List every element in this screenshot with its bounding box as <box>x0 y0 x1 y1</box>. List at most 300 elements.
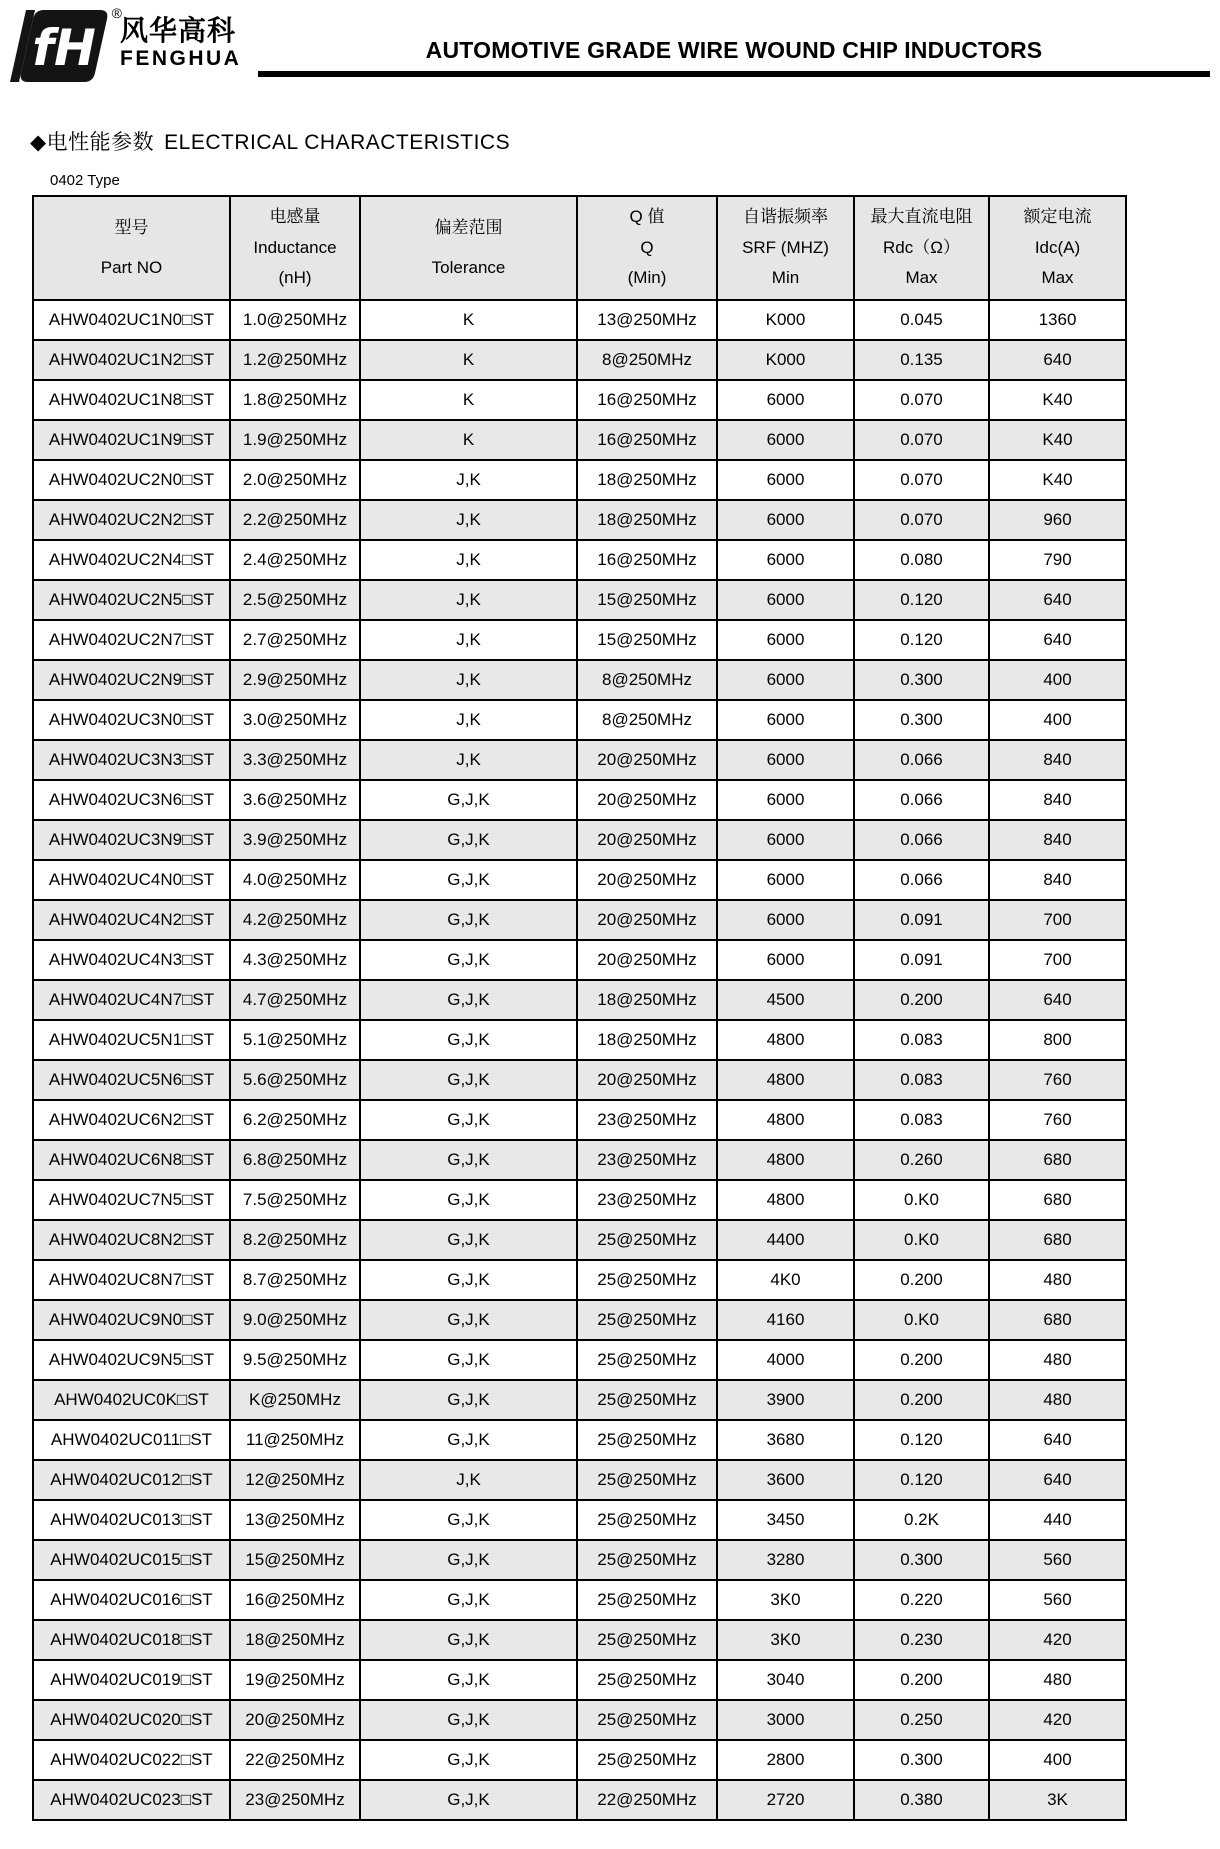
q-min-cell: 13@250MHz <box>577 300 717 340</box>
idc-cell: 700 <box>989 940 1126 980</box>
part-no-cell: AHW0402UC7N5□ST <box>33 1180 230 1220</box>
table-row <box>33 1300 1126 1340</box>
tolerance-cell: G,J,K <box>360 980 577 1020</box>
q-min-cell: 20@250MHz <box>577 820 717 860</box>
q-min-cell: 25@250MHz <box>577 1340 717 1380</box>
part-no-cell: AHW0402UC4N2□ST <box>33 900 230 940</box>
idc-cell: 440 <box>989 1500 1126 1540</box>
idc-cell: 840 <box>989 860 1126 900</box>
tolerance-cell: G,J,K <box>360 1220 577 1260</box>
inductance-cell: 16@250MHz <box>230 1580 360 1620</box>
q-min-cell: 16@250MHz <box>577 420 717 460</box>
tolerance-cell: G,J,K <box>360 1340 577 1380</box>
table-row <box>33 420 1126 460</box>
srf-cell: 6000 <box>717 900 854 940</box>
srf-cell: 6000 <box>717 500 854 540</box>
tolerance-cell: K <box>360 420 577 460</box>
column-header-idc: 额定电流 Idc(A) Max <box>989 196 1126 300</box>
srf-cell: 4500 <box>717 980 854 1020</box>
part-no-cell: AHW0402UC4N3□ST <box>33 940 230 980</box>
idc-cell: 700 <box>989 900 1126 940</box>
table-row <box>33 1780 1126 1820</box>
rdc-cell: 0.066 <box>854 820 989 860</box>
rdc-cell: 0.120 <box>854 1420 989 1460</box>
part-no-cell: AHW0402UC019□ST <box>33 1660 230 1700</box>
inductance-cell: 2.9@250MHz <box>230 660 360 700</box>
q-min-cell: 8@250MHz <box>577 660 717 700</box>
part-no-cell: AHW0402UC012□ST <box>33 1460 230 1500</box>
rdc-cell: 0.066 <box>854 740 989 780</box>
document-title-bar <box>258 8 1210 77</box>
part-no-cell: AHW0402UC018□ST <box>33 1620 230 1660</box>
package-type-label: 0402 Type <box>50 172 120 189</box>
table-row <box>33 1460 1126 1500</box>
srf-cell: 6000 <box>717 460 854 500</box>
tolerance-cell: G,J,K <box>360 1020 577 1060</box>
column-header-inductance: 电感量 Inductance (nH) <box>230 196 360 300</box>
inductance-cell: 19@250MHz <box>230 1660 360 1700</box>
table-row <box>33 340 1126 380</box>
column-header-rdc: 最大直流电阻 Rdc（Ω） Max <box>854 196 989 300</box>
q-min-cell: 20@250MHz <box>577 940 717 980</box>
idc-cell: 640 <box>989 620 1126 660</box>
rdc-cell: 0.200 <box>854 1660 989 1700</box>
inductance-cell: 5.6@250MHz <box>230 1060 360 1100</box>
column-header-part-no: 型号 Part NO <box>33 196 230 300</box>
table-row <box>33 1020 1126 1060</box>
tolerance-cell: G,J,K <box>360 1380 577 1420</box>
srf-cell: 3600 <box>717 1460 854 1500</box>
srf-cell: 3450 <box>717 1500 854 1540</box>
srf-cell: 6000 <box>717 380 854 420</box>
table-row <box>33 940 1126 980</box>
inductance-cell: 9.0@250MHz <box>230 1300 360 1340</box>
part-no-cell: AHW0402UC022□ST <box>33 1740 230 1780</box>
inductance-cell: 13@250MHz <box>230 1500 360 1540</box>
inductance-cell: 2.5@250MHz <box>230 580 360 620</box>
q-min-cell: 20@250MHz <box>577 1060 717 1100</box>
table-row <box>33 620 1126 660</box>
part-no-cell: AHW0402UC3N0□ST <box>33 700 230 740</box>
q-min-cell: 25@250MHz <box>577 1220 717 1260</box>
rdc-cell: 0.300 <box>854 1540 989 1580</box>
table-row <box>33 540 1126 580</box>
table-row <box>33 1540 1126 1580</box>
inductance-cell: 18@250MHz <box>230 1620 360 1660</box>
idc-cell: 640 <box>989 1420 1126 1460</box>
q-min-cell: 16@250MHz <box>577 540 717 580</box>
logo-monogram: fH <box>32 19 96 77</box>
rdc-cell: 0.300 <box>854 1740 989 1780</box>
inductance-cell: 2.0@250MHz <box>230 460 360 500</box>
part-no-cell: AHW0402UC1N9□ST <box>33 420 230 460</box>
q-min-cell: 25@250MHz <box>577 1300 717 1340</box>
q-min-cell: 25@250MHz <box>577 1420 717 1460</box>
srf-cell: K000 <box>717 340 854 380</box>
srf-cell: 4K0 <box>717 1260 854 1300</box>
table-row <box>33 1580 1126 1620</box>
srf-cell: 4800 <box>717 1100 854 1140</box>
q-min-cell: 16@250MHz <box>577 380 717 420</box>
table-row <box>33 500 1126 540</box>
part-no-cell: AHW0402UC1N8□ST <box>33 380 230 420</box>
idc-cell: 760 <box>989 1060 1126 1100</box>
part-no-cell: AHW0402UC015□ST <box>33 1540 230 1580</box>
inductance-cell: 1.8@250MHz <box>230 380 360 420</box>
idc-cell: 800 <box>989 1020 1126 1060</box>
q-min-cell: 25@250MHz <box>577 1740 717 1780</box>
idc-cell: 560 <box>989 1580 1126 1620</box>
idc-cell: 480 <box>989 1340 1126 1380</box>
rdc-cell: 0.250 <box>854 1700 989 1740</box>
tolerance-cell: K <box>360 300 577 340</box>
idc-cell: 400 <box>989 1740 1126 1780</box>
table-row <box>33 380 1126 420</box>
inductance-cell: 6.8@250MHz <box>230 1140 360 1180</box>
tolerance-cell: J,K <box>360 460 577 500</box>
rdc-cell: 0.2K <box>854 1500 989 1540</box>
srf-cell: 3K0 <box>717 1580 854 1620</box>
part-no-cell: AHW0402UC011□ST <box>33 1420 230 1460</box>
rdc-cell: 0.120 <box>854 580 989 620</box>
inductance-cell: 23@250MHz <box>230 1780 360 1820</box>
q-min-cell: 18@250MHz <box>577 1020 717 1060</box>
tolerance-cell: J,K <box>360 620 577 660</box>
inductance-cell: 2.4@250MHz <box>230 540 360 580</box>
part-no-cell: AHW0402UC6N2□ST <box>33 1100 230 1140</box>
rdc-cell: 0.120 <box>854 1460 989 1500</box>
part-no-cell: AHW0402UC2N0□ST <box>33 460 230 500</box>
idc-cell: K40 <box>989 460 1126 500</box>
rdc-cell: 0.K0 <box>854 1300 989 1340</box>
srf-cell: 3280 <box>717 1540 854 1580</box>
table-row <box>33 1700 1126 1740</box>
idc-cell: 3K <box>989 1780 1126 1820</box>
q-min-cell: 25@250MHz <box>577 1620 717 1660</box>
inductance-cell: 3.0@250MHz <box>230 700 360 740</box>
srf-cell: 6000 <box>717 580 854 620</box>
table-body <box>33 300 1126 1820</box>
srf-cell: 6000 <box>717 740 854 780</box>
rdc-cell: 0.200 <box>854 980 989 1020</box>
inductance-cell: 4.0@250MHz <box>230 860 360 900</box>
idc-cell: 400 <box>989 700 1126 740</box>
rdc-cell: 0.070 <box>854 380 989 420</box>
inductance-cell: 5.1@250MHz <box>230 1020 360 1060</box>
table-row <box>33 1740 1126 1780</box>
inductance-cell: 2.7@250MHz <box>230 620 360 660</box>
rdc-cell: 0.045 <box>854 300 989 340</box>
tolerance-cell: G,J,K <box>360 1060 577 1100</box>
table-header <box>33 196 1126 300</box>
inductance-cell: 2.2@250MHz <box>230 500 360 540</box>
part-no-cell: AHW0402UC3N9□ST <box>33 820 230 860</box>
fenghua-logo <box>10 6 258 82</box>
rdc-cell: 0.091 <box>854 940 989 980</box>
brand-name-english: FENGHUA <box>120 47 242 71</box>
idc-cell: K40 <box>989 380 1126 420</box>
page-header <box>10 6 1210 82</box>
column-header-q-min: Q 值 Q (Min) <box>577 196 717 300</box>
part-no-cell: AHW0402UC4N0□ST <box>33 860 230 900</box>
table-header-row <box>33 196 1126 300</box>
rdc-cell: 0.080 <box>854 540 989 580</box>
tolerance-cell: G,J,K <box>360 1780 577 1820</box>
table-row <box>33 1140 1126 1180</box>
idc-cell: 680 <box>989 1300 1126 1340</box>
tolerance-cell: G,J,K <box>360 1300 577 1340</box>
table-row <box>33 900 1126 940</box>
q-min-cell: 25@250MHz <box>577 1660 717 1700</box>
srf-cell: 6000 <box>717 780 854 820</box>
idc-cell: 480 <box>989 1380 1126 1420</box>
q-min-cell: 8@250MHz <box>577 340 717 380</box>
part-no-cell: AHW0402UC8N2□ST <box>33 1220 230 1260</box>
srf-cell: 4160 <box>717 1300 854 1340</box>
idc-cell: 680 <box>989 1220 1126 1260</box>
idc-cell: 840 <box>989 820 1126 860</box>
section-heading-chinese: ◆电性能参数 <box>30 131 155 154</box>
part-no-cell: AHW0402UC020□ST <box>33 1700 230 1740</box>
rdc-cell: 0.066 <box>854 860 989 900</box>
tolerance-cell: G,J,K <box>360 1740 577 1780</box>
q-min-cell: 25@250MHz <box>577 1380 717 1420</box>
rdc-cell: 0.070 <box>854 460 989 500</box>
srf-cell: 6000 <box>717 820 854 860</box>
idc-cell: 960 <box>989 500 1126 540</box>
q-min-cell: 25@250MHz <box>577 1500 717 1540</box>
idc-cell: 640 <box>989 1460 1126 1500</box>
idc-cell: 640 <box>989 340 1126 380</box>
rdc-cell: 0.135 <box>854 340 989 380</box>
rdc-cell: 0.380 <box>854 1780 989 1820</box>
srf-cell: 3680 <box>717 1420 854 1460</box>
table-row <box>33 1500 1126 1540</box>
rdc-cell: 0.200 <box>854 1340 989 1380</box>
part-no-cell: AHW0402UC1N2□ST <box>33 340 230 380</box>
srf-cell: 6000 <box>717 540 854 580</box>
rdc-cell: 0.230 <box>854 1620 989 1660</box>
srf-cell: 6000 <box>717 700 854 740</box>
inductance-cell: 9.5@250MHz <box>230 1340 360 1380</box>
srf-cell: 6000 <box>717 420 854 460</box>
part-no-cell: AHW0402UC0K□ST <box>33 1380 230 1420</box>
part-no-cell: AHW0402UC4N7□ST <box>33 980 230 1020</box>
table-row <box>33 980 1126 1020</box>
rdc-cell: 0.K0 <box>854 1220 989 1260</box>
inductance-cell: 12@250MHz <box>230 1460 360 1500</box>
part-no-cell: AHW0402UC016□ST <box>33 1580 230 1620</box>
q-min-cell: 18@250MHz <box>577 500 717 540</box>
inductance-cell: 15@250MHz <box>230 1540 360 1580</box>
idc-cell: 560 <box>989 1540 1126 1580</box>
tolerance-cell: J,K <box>360 660 577 700</box>
tolerance-cell: K <box>360 340 577 380</box>
q-min-cell: 25@250MHz <box>577 1460 717 1500</box>
rdc-cell: 0.200 <box>854 1380 989 1420</box>
inductance-cell: 22@250MHz <box>230 1740 360 1780</box>
tolerance-cell: G,J,K <box>360 1500 577 1540</box>
q-min-cell: 25@250MHz <box>577 1540 717 1580</box>
part-no-cell: AHW0402UC2N4□ST <box>33 540 230 580</box>
srf-cell: 3040 <box>717 1660 854 1700</box>
part-no-cell: AHW0402UC3N6□ST <box>33 780 230 820</box>
q-min-cell: 20@250MHz <box>577 780 717 820</box>
tolerance-cell: G,J,K <box>360 1660 577 1700</box>
srf-cell: 3900 <box>717 1380 854 1420</box>
table-row <box>33 1660 1126 1700</box>
inductance-cell: K@250MHz <box>230 1380 360 1420</box>
idc-cell: 1360 <box>989 300 1126 340</box>
idc-cell: 420 <box>989 1620 1126 1660</box>
q-min-cell: 18@250MHz <box>577 980 717 1020</box>
rdc-cell: 0.083 <box>854 1100 989 1140</box>
part-no-cell: AHW0402UC5N6□ST <box>33 1060 230 1100</box>
rdc-cell: 0.K0 <box>854 1180 989 1220</box>
inductance-cell: 4.3@250MHz <box>230 940 360 980</box>
rdc-cell: 0.220 <box>854 1580 989 1620</box>
table-row <box>33 820 1126 860</box>
q-min-cell: 23@250MHz <box>577 1100 717 1140</box>
electrical-characteristics-table <box>32 195 1127 1821</box>
tolerance-cell: J,K <box>360 580 577 620</box>
srf-cell: 4800 <box>717 1180 854 1220</box>
rdc-cell: 0.300 <box>854 700 989 740</box>
idc-cell: 420 <box>989 1700 1126 1740</box>
tolerance-cell: J,K <box>360 700 577 740</box>
idc-cell: K40 <box>989 420 1126 460</box>
table-row <box>33 300 1126 340</box>
q-min-cell: 25@250MHz <box>577 1580 717 1620</box>
idc-cell: 840 <box>989 740 1126 780</box>
srf-cell: 4800 <box>717 1020 854 1060</box>
idc-cell: 640 <box>989 980 1126 1020</box>
part-no-cell: AHW0402UC5N1□ST <box>33 1020 230 1060</box>
srf-cell: 6000 <box>717 940 854 980</box>
srf-cell: 4800 <box>717 1060 854 1100</box>
srf-cell: 4000 <box>717 1340 854 1380</box>
table-row <box>33 780 1126 820</box>
q-min-cell: 20@250MHz <box>577 740 717 780</box>
part-no-cell: AHW0402UC2N5□ST <box>33 580 230 620</box>
rdc-cell: 0.091 <box>854 900 989 940</box>
table-row <box>33 460 1126 500</box>
table-row <box>33 660 1126 700</box>
rdc-cell: 0.120 <box>854 620 989 660</box>
tolerance-cell: G,J,K <box>360 1100 577 1140</box>
table-row <box>33 1260 1126 1300</box>
rdc-cell: 0.083 <box>854 1020 989 1060</box>
inductance-cell: 1.9@250MHz <box>230 420 360 460</box>
inductance-cell: 1.0@250MHz <box>230 300 360 340</box>
q-min-cell: 8@250MHz <box>577 700 717 740</box>
idc-cell: 680 <box>989 1140 1126 1180</box>
idc-cell: 790 <box>989 540 1126 580</box>
tolerance-cell: G,J,K <box>360 1700 577 1740</box>
rdc-cell: 0.083 <box>854 1060 989 1100</box>
tolerance-cell: G,J,K <box>360 1260 577 1300</box>
q-min-cell: 18@250MHz <box>577 460 717 500</box>
part-no-cell: AHW0402UC8N7□ST <box>33 1260 230 1300</box>
part-no-cell: AHW0402UC9N0□ST <box>33 1300 230 1340</box>
q-min-cell: 23@250MHz <box>577 1140 717 1180</box>
brand-name-chinese: 风华高科 <box>120 15 237 46</box>
idc-cell: 840 <box>989 780 1126 820</box>
table-row <box>33 1060 1126 1100</box>
inductance-cell: 3.3@250MHz <box>230 740 360 780</box>
document-title: AUTOMOTIVE GRADE WIRE WOUND CHIP INDUCTORS <box>425 37 1043 63</box>
part-no-cell: AHW0402UC023□ST <box>33 1780 230 1820</box>
tolerance-cell: G,J,K <box>360 860 577 900</box>
idc-cell: 480 <box>989 1260 1126 1300</box>
inductance-cell: 4.2@250MHz <box>230 900 360 940</box>
srf-cell: 4400 <box>717 1220 854 1260</box>
inductance-cell: 7.5@250MHz <box>230 1180 360 1220</box>
srf-cell: 6000 <box>717 620 854 660</box>
srf-cell: K000 <box>717 300 854 340</box>
inductance-cell: 4.7@250MHz <box>230 980 360 1020</box>
tolerance-cell: J,K <box>360 540 577 580</box>
inductance-cell: 20@250MHz <box>230 1700 360 1740</box>
part-no-cell: AHW0402UC9N5□ST <box>33 1340 230 1380</box>
part-no-cell: AHW0402UC2N9□ST <box>33 660 230 700</box>
srf-cell: 6000 <box>717 660 854 700</box>
tolerance-cell: G,J,K <box>360 780 577 820</box>
q-min-cell: 20@250MHz <box>577 860 717 900</box>
inductance-cell: 6.2@250MHz <box>230 1100 360 1140</box>
srf-cell: 3000 <box>717 1700 854 1740</box>
tolerance-cell: G,J,K <box>360 1180 577 1220</box>
q-min-cell: 25@250MHz <box>577 1260 717 1300</box>
part-no-cell: AHW0402UC6N8□ST <box>33 1140 230 1180</box>
table-row <box>33 1220 1126 1260</box>
part-no-cell: AHW0402UC2N2□ST <box>33 500 230 540</box>
idc-cell: 760 <box>989 1100 1126 1140</box>
column-header-tolerance: 偏差范围 Tolerance <box>360 196 577 300</box>
table-row <box>33 580 1126 620</box>
idc-cell: 680 <box>989 1180 1126 1220</box>
inductance-cell: 3.9@250MHz <box>230 820 360 860</box>
table-row <box>33 700 1126 740</box>
section-heading-english: ELECTRICAL CHARACTERISTICS <box>164 131 511 154</box>
section-heading <box>30 126 1210 156</box>
tolerance-cell: G,J,K <box>360 940 577 980</box>
tolerance-cell: J,K <box>360 500 577 540</box>
tolerance-cell: G,J,K <box>360 1140 577 1180</box>
srf-cell: 2720 <box>717 1780 854 1820</box>
tolerance-cell: G,J,K <box>360 820 577 860</box>
idc-cell: 400 <box>989 660 1126 700</box>
tolerance-cell: G,J,K <box>360 1580 577 1620</box>
table-row <box>33 860 1126 900</box>
inductance-cell: 3.6@250MHz <box>230 780 360 820</box>
rdc-cell: 0.300 <box>854 660 989 700</box>
table-row <box>33 740 1126 780</box>
table-row <box>33 1340 1126 1380</box>
inductance-cell: 8.2@250MHz <box>230 1220 360 1260</box>
registered-trademark-icon: ® <box>111 5 122 21</box>
inductance-cell: 1.2@250MHz <box>230 340 360 380</box>
srf-cell: 2800 <box>717 1740 854 1780</box>
tolerance-cell: G,J,K <box>360 1620 577 1660</box>
srf-cell: 6000 <box>717 860 854 900</box>
idc-cell: 640 <box>989 580 1126 620</box>
q-min-cell: 15@250MHz <box>577 620 717 660</box>
tolerance-cell: K <box>360 380 577 420</box>
inductance-cell: 8.7@250MHz <box>230 1260 360 1300</box>
q-min-cell: 20@250MHz <box>577 900 717 940</box>
part-no-cell: AHW0402UC3N3□ST <box>33 740 230 780</box>
